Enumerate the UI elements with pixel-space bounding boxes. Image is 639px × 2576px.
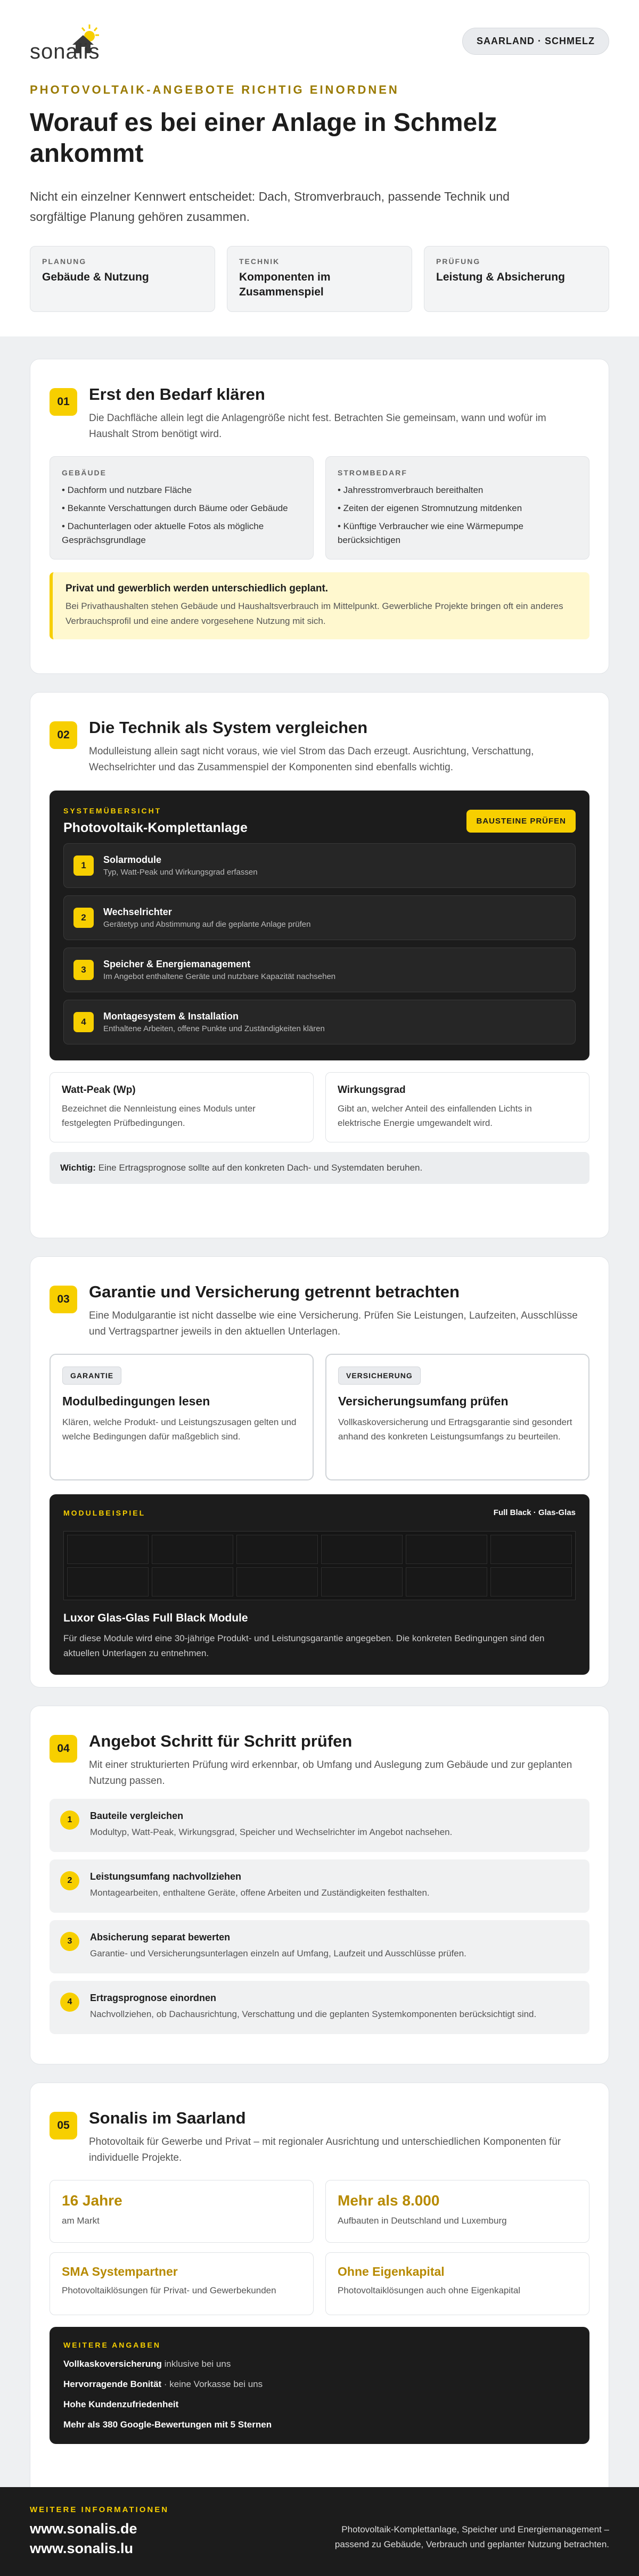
note-text: Eine Ertragsprognose sollte auf den konkreten Dach- und Systemdaten beruhen. [95,1163,423,1173]
extra-line [63,2399,576,2410]
component-title: Wechselrichter [103,907,172,917]
component-desc: Enthaltene Arbeiten, offene Punkte und Zuständigkeiten klären [103,1024,325,1033]
definition-title: Wirkungsgrad [338,1084,406,1096]
section-text: Photovoltaik für Gewerbe und Privat – mit regionaler Ausrichtung und unterschiedlichen Komponenten für individuelle Projekte. [89,2136,561,2163]
step-number: 4 [60,1993,79,2012]
definition-text: Gibt an, welcher Anteil des einfallenden Lichts in elektrische Energie umgewandelt wird. [338,1104,532,1128]
extra-rest: inklusive bei uns [161,2359,231,2369]
feature-value: Leistung & Absicherung [436,271,565,283]
step-title: Ertragsprognose einordnen [90,1993,217,2003]
step-desc: Nachvollziehen, ob Dachausrichtung, Verschattung und die geplanten Systemkomponenten berücksichtigt sind. [90,2009,537,2019]
footer-link-lu[interactable]: www.sonalis.lu [30,2540,134,2556]
section-number: 05 [50,2112,77,2139]
step-desc: Modultyp, Watt-Peak, Wirkungsgrad, Speicher und Wechselrichter im Angebot nachsehen. [90,1827,453,1837]
garantie-card [50,1354,314,1480]
note-title: Privat und gewerblich werden unterschiedlich geplant. [65,583,329,594]
feature-row [30,246,609,312]
component-desc: Gerätetyp und Abstimmung auf die geplante Anlage prüfen [103,920,311,929]
step-item [50,1981,589,2034]
feature-key: PRÜFUNG [436,257,481,266]
solar-panel-illustration [63,1531,576,1600]
component-title: Solarmodule [103,854,162,865]
module-badge: Full Black · Glas-Glas [493,1508,576,1517]
extra-bold: Hohe Kundenzufriedenheit [63,2399,179,2409]
stat-card [50,2252,314,2315]
box-key: GEBÄUDE [62,468,107,477]
stat-value: Mehr als 8.000 [338,2192,440,2209]
stat-desc: Photovoltaiklösungen auch ohne Eigenkapital [338,2285,521,2295]
section-bedarf [30,359,609,674]
card-tag: VERSICHERUNG [338,1367,421,1385]
page-intro: Nicht ein einzelner Kennwert entscheidet: Dach, Stromverbrauch, passende Technik und sorgfältige Planung gehören zusammen. [30,190,510,224]
section-number: 04 [50,1735,77,1763]
feature-card-pruefung [424,246,609,312]
section-angebot [30,1706,609,2064]
feature-key: PLANUNG [42,257,87,266]
list-item: • Bekannte Verschattungen durch Bäume oder Gebäude [62,503,288,513]
component-item [63,895,576,940]
section-sonalis [30,2083,609,2500]
section-title: Angebot Schritt für Schritt prüfen [89,1732,353,1750]
extra-bold: Mehr als 380 Google-Bewertungen mit 5 Sternen [63,2419,272,2430]
section-text: Die Dachfläche allein legt die Anlagengröße nicht fest. Betrachten Sie gemeinsam, wann und wofür im Haushalt Strom benötigt wird. [89,413,546,440]
note-label: Wichtig: [60,1163,96,1173]
definition-wirkungsgrad [325,1072,589,1142]
versicherung-card [325,1354,589,1480]
stat-value: SMA Systempartner [62,2265,178,2278]
step-item [50,1859,589,1913]
page-eyebrow: PHOTOVOLTAIK-ANGEBOTE RICHTIG EINORDNEN [30,83,399,96]
step-number: 2 [60,1871,79,1890]
stat-card [325,2252,589,2315]
section-text: Modulleistung allein sagt nicht voraus, wie viel Strom das Dach erzeugt. Ausrichtung, Verschattung, Wechselrichter und das Zusammenspiel der Komponenten sind ebenfalls wichtig. [89,746,534,773]
section-title: Die Technik als System vergleichen [89,718,368,737]
card-title: Modulbedingungen lesen [62,1394,210,1408]
extra-bold: Hervorragende Bonität [63,2379,162,2389]
component-number: 1 [73,855,94,876]
step-title: Bauteile vergleichen [90,1810,184,1821]
panel-eyebrow: WEITERE ANGABEN [63,2341,161,2349]
step-item [50,1920,589,1973]
footer-description: Photovoltaik-Komplettanlage, Speicher und Energiemanagement – passend zu Gebäude, Verbrauch und geplanter Nutzung betrachten. [334,2524,609,2549]
component-desc: Im Angebot enthaltene Geräte und nutzbare Kapazität nachsehen [103,972,336,981]
component-number: 4 [73,1012,94,1032]
info-note [50,572,589,639]
step-desc: Montagearbeiten, enthaltene Geräte, offene Arbeiten und Zuständigkeiten festhalten. [90,1888,430,1898]
component-number: 3 [73,960,94,980]
page-header [0,0,639,336]
component-item [63,948,576,992]
important-note [50,1152,589,1184]
card-title: Versicherungsumfang prüfen [338,1394,509,1408]
component-item [63,1000,576,1044]
definition-text: Bezeichnet die Nennleistung eines Moduls unter festgelegten Prüfbedingungen. [62,1104,256,1128]
card-text: Vollkaskoversicherung und Ertragsgarantie sind gesondert anhand des konkreten Leistungsumfangs zu beurteilen. [338,1417,572,1442]
stat-desc: Aufbauten in Deutschland und Luxemburg [338,2216,507,2226]
extra-line [63,2419,576,2430]
step-title: Leistungsumfang nachvollziehen [90,1871,242,1882]
section-garantie [30,1256,609,1688]
step-item [50,1799,589,1852]
feature-value: Gebäude & Nutzung [42,271,149,283]
list-item: • Dachform und nutzbare Fläche [62,485,192,495]
module-title: Luxor Glas-Glas Full Black Module [63,1612,248,1624]
section-number: 03 [50,1286,77,1313]
page-footer [0,2487,639,2576]
component-number: 2 [73,908,94,928]
logo-text: sonalis [30,40,100,63]
box-key: STROMBEDARF [338,468,407,477]
check-components-button[interactable]: BAUSTEINE PRÜFEN [466,810,576,833]
stat-desc: Photovoltaiklösungen für Privat- und Gewerbekunden [62,2285,276,2295]
step-desc: Garantie- und Versicherungsunterlagen einzeln auf Umfang, Laufzeit und Ausschlüsse prüfen. [90,1948,466,1958]
component-title: Montagesystem & Installation [103,1011,239,1022]
list-item: • Künftige Verbraucher wie eine Wärmepumpe berücksichtigen [338,521,523,545]
list-item: • Zeiten der eigenen Stromnutzung mitdenken [338,503,522,513]
strombedarf-box [325,456,589,559]
stat-value: Ohne Eigenkapital [338,2265,445,2278]
card-tag: GARANTIE [62,1367,121,1385]
section-text: Mit einer strukturierten Prüfung wird erkennbar, ob Umfang und Auslegung zum Gebäude und zur geplanten Nutzung passen. [89,1759,572,1787]
step-number: 3 [60,1932,79,1951]
definition-watt-peak [50,1072,314,1142]
list-item: • Dachunterlagen oder aktuelle Fotos als mögliche Gesprächsgrundlage [62,521,264,545]
section-title: Sonalis im Saarland [89,2109,246,2127]
stat-desc: am Markt [62,2216,100,2226]
component-item [63,843,576,888]
panel-eyebrow: SYSTEMÜBERSICHT [63,806,162,815]
definition-title: Watt-Peak (Wp) [62,1084,136,1096]
footer-eyebrow: WEITERE INFORMATIONEN [30,2505,169,2514]
section-title: Garantie und Versicherung getrennt betrachten [89,1282,460,1301]
feature-card-technik [227,246,412,312]
feature-key: TECHNIK [239,257,280,266]
section-number: 02 [50,721,77,749]
step-number: 1 [60,1810,79,1830]
extra-info-panel [50,2327,589,2444]
stat-card [50,2180,314,2243]
module-example-panel [50,1494,589,1675]
gebaeude-box [50,456,314,559]
page-title: Worauf es bei einer Anlage in Schmelz ankommt [30,109,497,168]
card-text: Klären, welche Produkt- und Leistungszusagen gelten und welche Bedingungen dafür maßgeblich sind. [62,1417,297,1442]
feature-card-planung [30,246,215,312]
region-badge[interactable]: SAARLAND · SCHMELZ [462,28,609,55]
extra-line [63,2379,576,2390]
stat-card [325,2180,589,2243]
module-text: Für diese Module wird eine 30-jährige Produkt- und Leistungsgarantie angegeben. Die konkreten Bedingungen sind den aktuellen Unterlagen zu entnehmen. [63,1633,545,1658]
feature-value: Komponenten im Zusammenspiel [239,271,331,298]
step-title: Absicherung separat bewerten [90,1932,231,1943]
extra-bold: Vollkaskoversicherung [63,2359,162,2369]
extra-rest: · keine Vorkasse bei uns [161,2379,263,2389]
section-text: Eine Modulgarantie ist nicht dasselbe wie eine Versicherung. Prüfen Sie Leistungen, Laufzeiten, Ausschlüsse und Vertragspartner jeweils in den aktuellen Unterlagen. [89,1310,578,1337]
list-item: • Jahresstromverbrauch bereithalten [338,485,484,495]
stat-value: 16 Jahre [62,2192,122,2209]
note-text: Bei Privathaushalten stehen Gebäude und Haushaltsverbrauch im Mittelpunkt. Gewerbliche Projekte bringen oft ein anderes Verbrauchsprofil und eine andere vorgesehene Nutzung mit sich. [65,601,563,626]
section-title: Erst den Bedarf klären [89,385,265,404]
section-technik [30,692,609,1238]
component-title: Speicher & Energiemanagement [103,959,251,969]
system-overview-panel [50,791,589,1060]
panel-eyebrow: MODULBEISPIEL [63,1508,146,1517]
panel-title: Photovoltaik-Komplettanlage [63,820,248,835]
extra-line [63,2359,576,2369]
section-number: 01 [50,388,77,416]
footer-link-de[interactable]: www.sonalis.de [30,2521,137,2537]
component-desc: Typ, Watt-Peak und Wirkungsgrad erfassen [103,868,258,877]
